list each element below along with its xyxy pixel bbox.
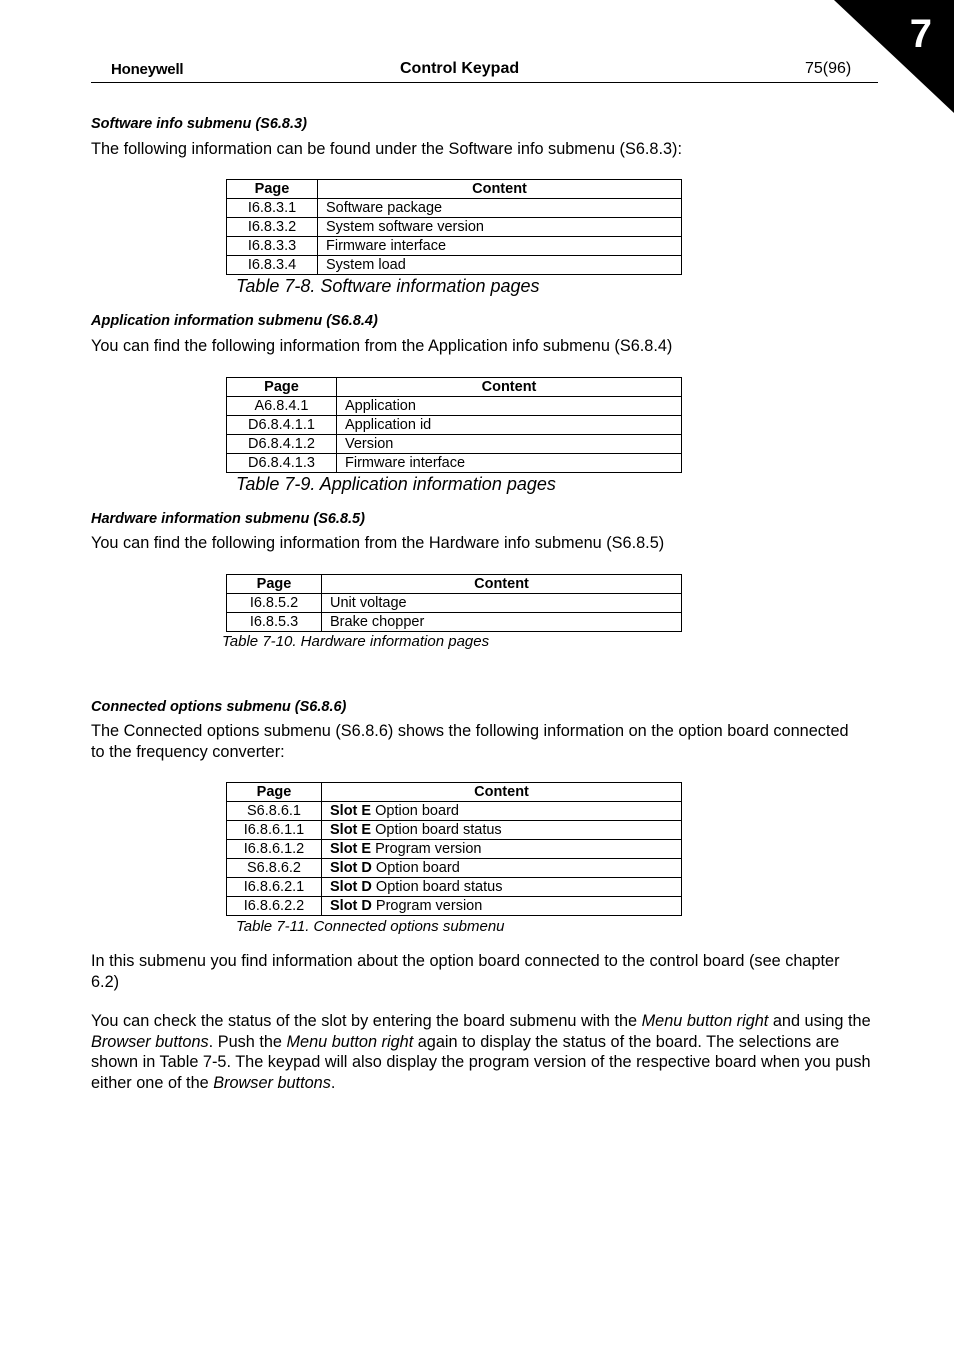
col-page-header: Page <box>227 180 318 199</box>
page-cell: I6.8.6.1.2 <box>227 840 322 859</box>
table-header-row <box>227 783 682 802</box>
page-cell: I6.8.5.3 <box>227 613 322 632</box>
content-text: Option board status <box>371 821 502 838</box>
text-run-italic: Menu button right <box>641 1012 769 1030</box>
hardware-caption: Table 7-10. Hardware information pages <box>222 633 490 650</box>
application-table <box>226 377 682 473</box>
page-cell: S6.8.6.1 <box>227 802 322 821</box>
page-cell: D6.8.4.1.1 <box>227 416 337 435</box>
content-cell: Unit voltage <box>322 594 682 613</box>
chapter-tab <box>834 0 954 113</box>
table-row <box>227 256 682 275</box>
content-cell: Application id <box>337 416 682 435</box>
software-table <box>226 179 682 275</box>
table-header-row <box>227 575 682 594</box>
page-cell: I6.8.3.2 <box>227 218 318 237</box>
content-cell: Software package <box>318 199 682 218</box>
text-run-italic: Browser buttons <box>213 1073 331 1092</box>
table-header-row <box>227 378 682 397</box>
content-cell: Firmware interface <box>337 454 682 473</box>
content-cell: System software version <box>318 218 682 237</box>
body-paragraph-2 <box>91 1011 871 1093</box>
content-cell <box>322 878 682 897</box>
software-heading: Software info submenu (S6.8.3) <box>91 116 307 132</box>
options-intro: The Connected options submenu (S6.8.6) shows the following information on the option board connected to the frequency converter: <box>91 722 849 761</box>
application-intro: You can find the following information from the Application info submenu (S6.8.4) <box>91 337 673 355</box>
table-row <box>227 897 682 916</box>
page-cell: I6.8.3.1 <box>227 199 318 218</box>
col-content-header: Content <box>322 783 682 802</box>
content-cell <box>322 802 682 821</box>
table-row <box>227 821 682 840</box>
table-row <box>227 237 682 256</box>
table-row <box>227 802 682 821</box>
text-run: again to display the status of the board. The selections are shown in Table 7-5. The keypad will also display the program version of the respective board when you push either one of the <box>91 1032 871 1092</box>
content-cell: System load <box>318 256 682 275</box>
table-row <box>227 416 682 435</box>
content-cell <box>322 840 682 859</box>
col-content-header: Content <box>318 180 682 199</box>
content-cell <box>322 897 682 916</box>
chapter-number: 7 <box>909 12 932 56</box>
table-header-row <box>227 180 682 199</box>
hardware-heading: Hardware information submenu (S6.8.5) <box>91 511 365 527</box>
text-run: . Push the <box>208 1032 287 1051</box>
col-page-header: Page <box>227 378 337 397</box>
slot-label: Slot D <box>330 878 372 895</box>
page-header <box>91 58 878 83</box>
hardware-table <box>226 574 682 632</box>
slot-label: Slot D <box>330 859 372 876</box>
table-row <box>227 859 682 878</box>
page-cell: I6.8.6.1.1 <box>227 821 322 840</box>
page-cell: A6.8.4.1 <box>227 397 337 416</box>
page-cell: S6.8.6.2 <box>227 859 322 878</box>
content-cell: Version <box>337 435 682 454</box>
col-page-header: Page <box>227 575 322 594</box>
content-text: Option board <box>371 859 460 876</box>
content-text: Option board <box>371 802 459 819</box>
content-text: Program version <box>371 897 483 914</box>
page-number: 75(96) <box>805 60 852 77</box>
options-table <box>226 782 682 916</box>
table-row <box>227 218 682 237</box>
content-text: Program version <box>371 840 482 857</box>
page-cell: I6.8.6.2.1 <box>227 878 322 897</box>
page-cell: D6.8.4.1.2 <box>227 435 337 454</box>
content-text: Option board status <box>371 878 503 895</box>
table-row <box>227 594 682 613</box>
software-intro: The following information can be found under the Software info submenu (S6.8.3): <box>91 140 682 158</box>
options-caption: Table 7-11. Connected options submenu <box>236 918 505 935</box>
col-page-header: Page <box>227 783 322 802</box>
content-cell: Firmware interface <box>318 237 682 256</box>
table-row <box>227 397 682 416</box>
table-row <box>227 878 682 897</box>
slot-label: Slot E <box>330 840 372 857</box>
body-paragraph-1: In this submenu you find information about the option board connected to the control board (see chapter 6.2) <box>91 952 840 991</box>
page-cell: I6.8.3.3 <box>227 237 318 256</box>
page-cell: D6.8.4.1.3 <box>227 454 337 473</box>
application-caption: Table 7-9. Application information pages <box>236 474 556 494</box>
application-heading: Application information submenu (S6.8.4) <box>91 313 378 329</box>
page-cell: I6.8.6.2.2 <box>227 897 322 916</box>
options-heading: Connected options submenu (S6.8.6) <box>91 699 347 715</box>
text-run-italic: Browser buttons <box>91 1032 209 1051</box>
text-run: . <box>330 1073 336 1092</box>
table-row <box>227 199 682 218</box>
slot-label: Slot E <box>330 821 372 838</box>
table-row <box>227 613 682 632</box>
slot-label: Slot D <box>330 897 372 914</box>
table-row <box>227 435 682 454</box>
content-cell <box>322 859 682 878</box>
content-cell: Brake chopper <box>322 613 682 632</box>
page-title: Control Keypad <box>400 60 520 77</box>
table-row <box>227 840 682 859</box>
col-content-header: Content <box>337 378 682 397</box>
text-run: You can check the status of the slot by entering the board submenu with the <box>91 1012 642 1030</box>
content-cell <box>322 821 682 840</box>
slot-label: Slot E <box>330 802 372 819</box>
hardware-intro: You can find the following information from the Hardware info submenu (S6.8.5) <box>91 534 665 552</box>
brand-logo: Honeywell <box>111 61 184 78</box>
table-row <box>227 454 682 473</box>
text-run-italic: Menu button right <box>286 1032 414 1051</box>
page-cell: I6.8.3.4 <box>227 256 318 275</box>
page-cell: I6.8.5.2 <box>227 594 322 613</box>
software-caption: Table 7-8. Software information pages <box>236 276 540 296</box>
content-cell: Application <box>337 397 682 416</box>
col-content-header: Content <box>322 575 682 594</box>
text-run: and using the <box>768 1012 871 1030</box>
